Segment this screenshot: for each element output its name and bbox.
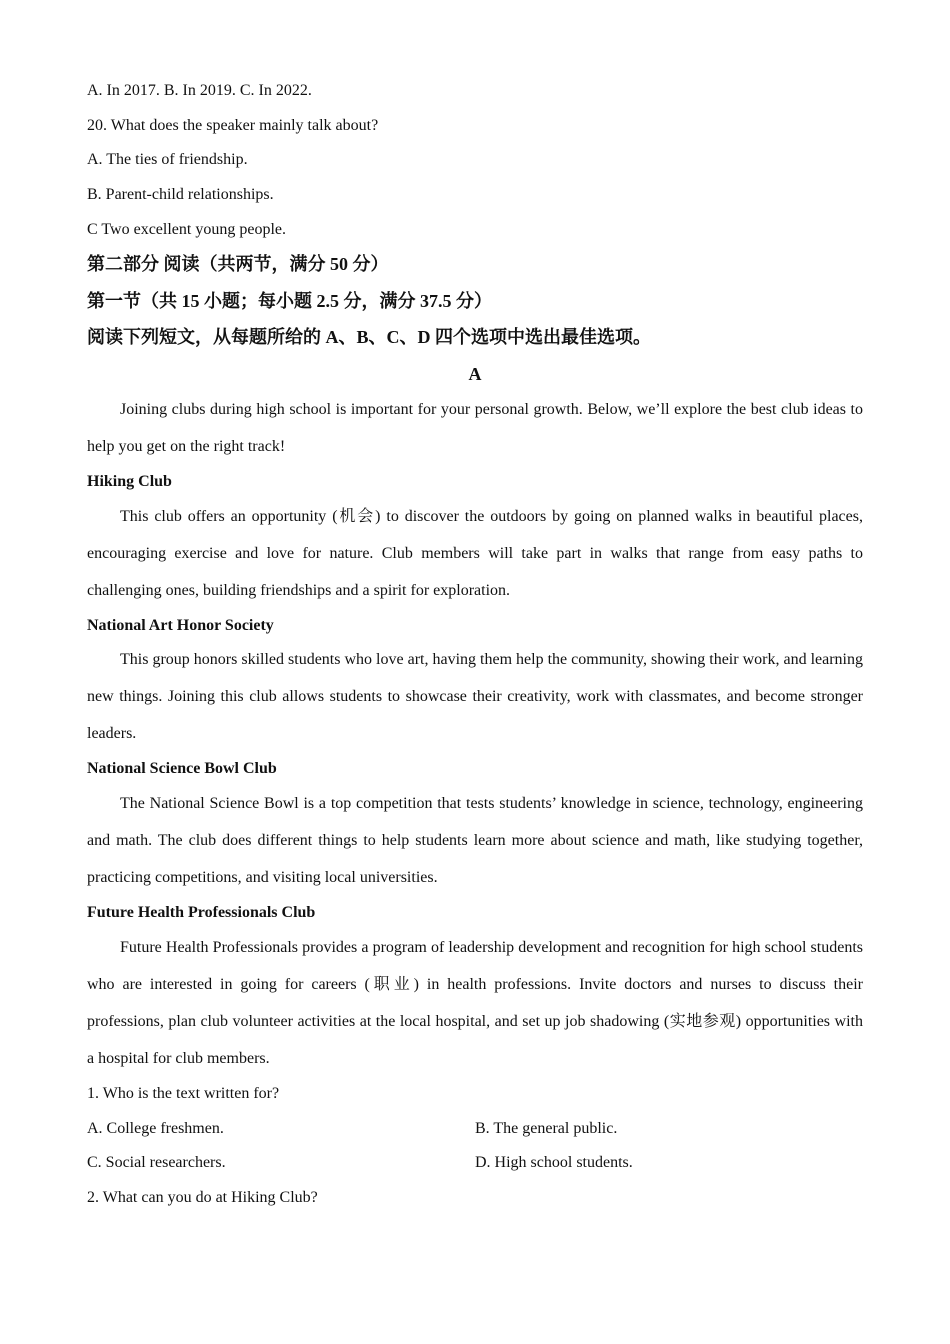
q1-option-c: C. Social researchers.: [87, 1154, 226, 1171]
instruction: 阅读下列短文，从每题所给的 A、B、C、D 四个选项中选出最佳选项。: [87, 327, 651, 347]
passage-intro: Joining clubs during high school is important for your personal growth. Below, we’ll explore the best club ideas to help you get on the right track!: [87, 401, 863, 455]
club-description: This group honors skilled students who love art, having them help the community, showing their work, and learning new things. Joining this club allows students to showcase their creativity, work with classmates, and become stronger leaders.: [87, 651, 863, 742]
q2-question: 2. What can you do at Hiking Club?: [87, 1189, 318, 1206]
passage-label: A: [468, 364, 482, 384]
club-description: The National Science Bowl is a top competition that tests students’ knowledge in science, technology, engineering and math. The club does different things to help students learn more about science and math, like studying together, practicing competitions, and visiting local universities.: [87, 795, 863, 886]
q20-option-a: A. The ties of friendship.: [87, 151, 248, 168]
q1-question: 1. Who is the text written for?: [87, 1085, 280, 1102]
club-description: This club offers an opportunity (机会) to discover the outdoors by going on planned walks in beautiful places, encouraging exercise and love for nature. Club members will take part in walks that range from easy paths to challenging ones, building friendships and a spirit for exploration.: [87, 508, 863, 599]
q20-option-b: B. Parent-child relationships.: [87, 186, 274, 203]
club-heading: National Science Bowl Club: [87, 760, 277, 777]
q1-option-d: D. High school students.: [475, 1154, 633, 1171]
section-title: 第一节（共 15 小题；每小题 2.5 分，满分 37.5 分）: [87, 291, 492, 311]
club-heading: National Art Honor Society: [87, 617, 274, 634]
q20-question: 20. What does the speaker mainly talk about?: [87, 117, 379, 134]
q1-option-a: A. College freshmen.: [87, 1120, 224, 1137]
club-heading: Future Health Professionals Club: [87, 904, 316, 921]
part-title: 第二部分 阅读（共两节，满分 50 分）: [87, 254, 389, 274]
q19-options: A. In 2017. B. In 2019. C. In 2022.: [87, 82, 312, 99]
club-heading: Hiking Club: [87, 473, 172, 490]
club-description: Future Health Professionals provides a program of leadership development and recognition for high school students who are interested in going for careers (职业) in health professions. Invite doctors and nurses to discuss their professions, plan club volunteer activities at the local hospital, and set up job shadowing (实地参观) opportunities with a hospital for club members.: [87, 939, 863, 1067]
q20-option-c: C Two excellent young people.: [87, 221, 286, 238]
q1-option-b: B. The general public.: [475, 1120, 618, 1137]
